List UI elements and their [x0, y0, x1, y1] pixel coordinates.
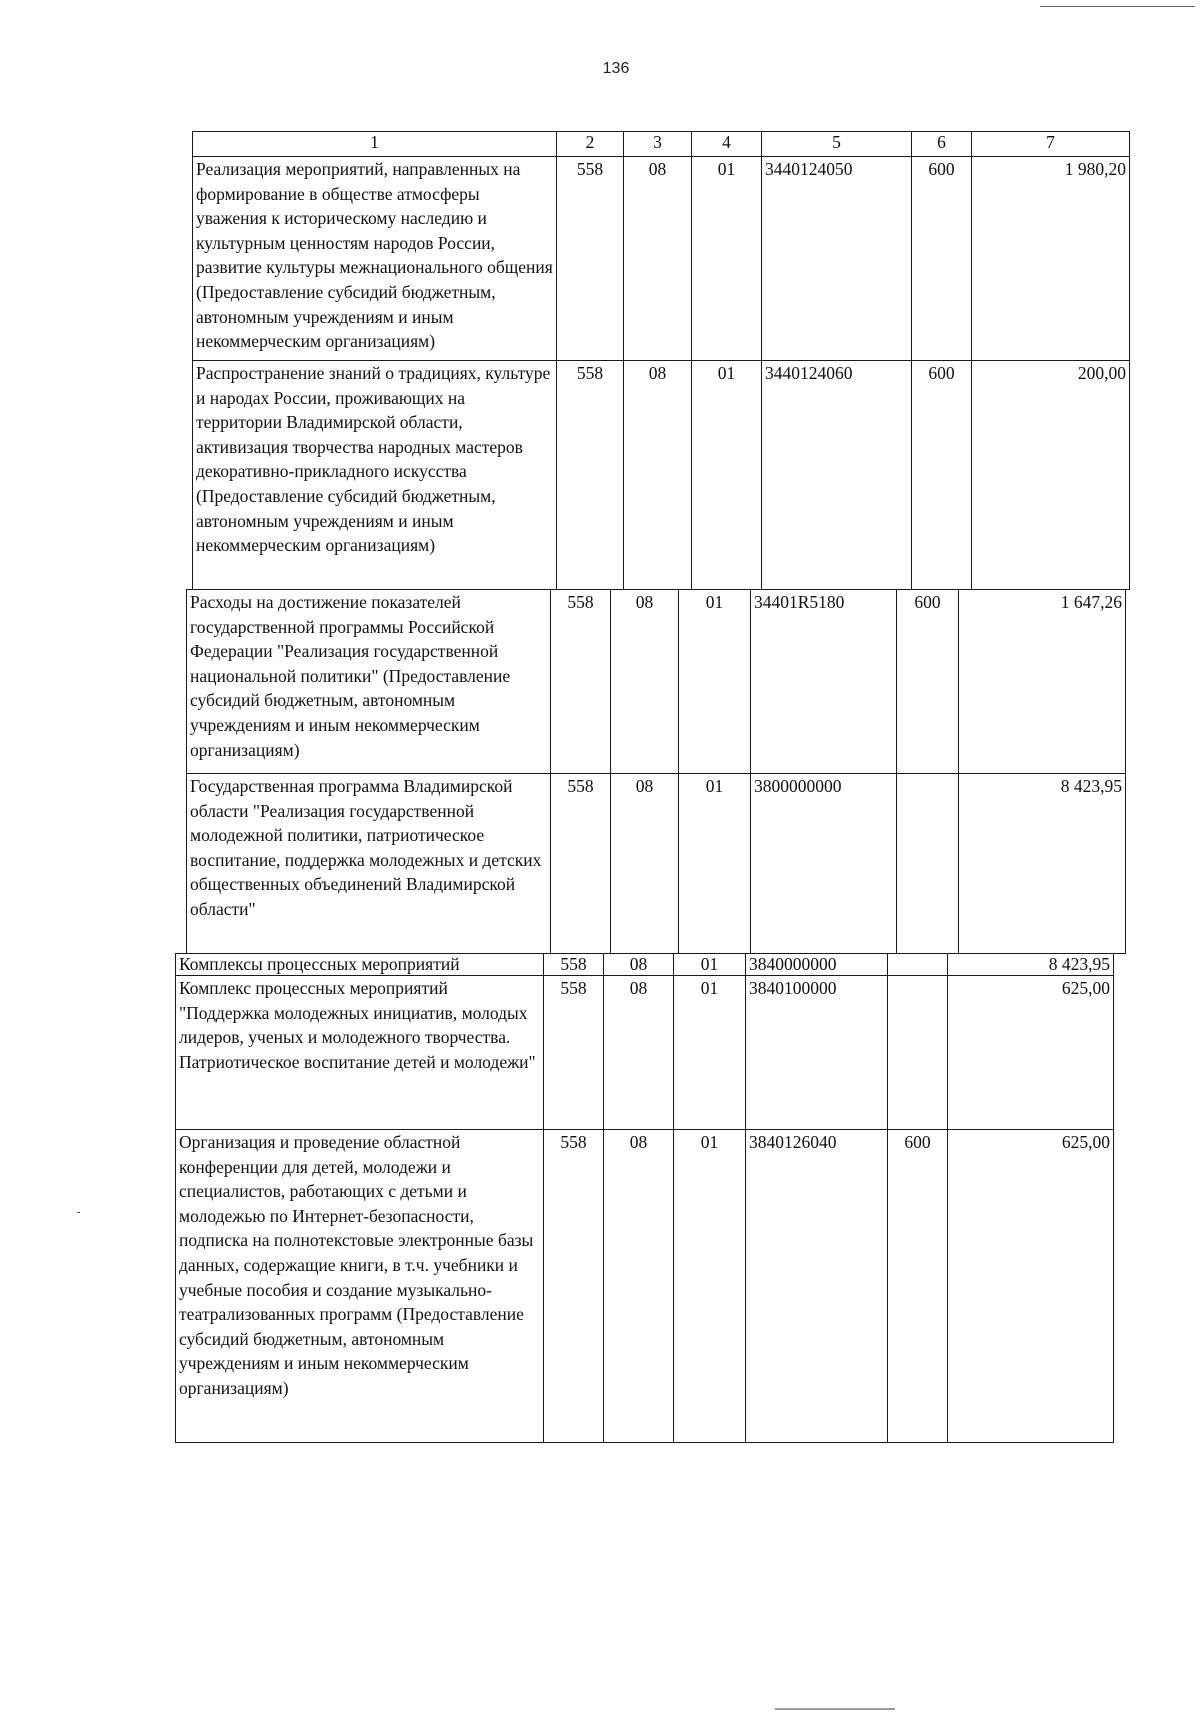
cell-col3: 08	[604, 976, 674, 1130]
column-header: 1	[193, 132, 557, 157]
cell-col4: 01	[692, 361, 762, 590]
cell-col4: 01	[674, 954, 746, 976]
cell-code: 3440124050	[762, 157, 912, 361]
cell-col6: 600	[912, 361, 972, 590]
cell-col4: 01	[674, 976, 746, 1130]
table-row	[187, 590, 1126, 774]
cell-col6: 600	[912, 157, 972, 361]
cell-col2: 558	[551, 590, 611, 774]
scan-artifact-dot	[77, 1212, 80, 1213]
cell-col6: 600	[897, 590, 959, 774]
cell-col6	[888, 976, 948, 1130]
column-header: 4	[692, 132, 762, 157]
table-header-row	[193, 132, 1130, 157]
table-row	[193, 361, 1130, 590]
budget-table	[175, 953, 1114, 1443]
cell-col2: 558	[557, 157, 624, 361]
column-header: 3	[624, 132, 692, 157]
table-row	[193, 157, 1130, 361]
cell-code: 3840000000	[746, 954, 888, 976]
cell-col3: 08	[611, 590, 679, 774]
budget-table	[186, 589, 1126, 954]
cell-amount: 8 423,95	[959, 774, 1126, 954]
cell-col2: 558	[544, 1130, 604, 1443]
row-name: Комплексы процессных мероприятий	[176, 954, 544, 976]
cell-col4: 01	[679, 774, 751, 954]
cell-col2: 558	[544, 976, 604, 1130]
row-name: Реализация мероприятий, направленных на формирование в обществе атмосферы уважения к историческому наследию и культурным ценностям народов России, развитие культуры межнационального общения (Предоставление субсидий бюджетным, автономным учреждениям и иным некоммерческим организациям)	[193, 157, 557, 361]
cell-col6	[897, 774, 959, 954]
cell-col3: 08	[611, 774, 679, 954]
cell-col3: 08	[624, 157, 692, 361]
row-name: Организация и проведение областной конференции для детей, молодежи и специалистов, работающих с детьми и молодежью по Интернет-безопасности, подписка на полнотекстовые электронные базы данных, содержащие книги, в т.ч. учебники и учебные пособия и создание музыкально-театрализованных программ (Предоставление субсидий бюджетным, автономным учреждениям и иным некоммерческим организациям)	[176, 1130, 544, 1443]
column-header: 7	[972, 132, 1130, 157]
cell-code: 3840100000	[746, 976, 888, 1130]
cell-col4: 01	[674, 1130, 746, 1443]
cell-col2: 558	[551, 774, 611, 954]
scan-artifact-line	[775, 1708, 895, 1710]
cell-amount: 1 980,20	[972, 157, 1130, 361]
cell-col6	[888, 954, 948, 976]
cell-col3: 08	[624, 361, 692, 590]
cell-amount: 625,00	[948, 1130, 1114, 1443]
budget-table	[192, 131, 1130, 590]
table-row	[176, 954, 1114, 976]
cell-code: 3840126040	[746, 1130, 888, 1443]
cell-amount: 1 647,26	[959, 590, 1126, 774]
cell-amount: 8 423,95	[948, 954, 1114, 976]
cell-code: 34401R5180	[751, 590, 897, 774]
row-name: Государственная программа Владимирской области "Реализация государственной молодежной политики, патриотическое воспитание, поддержка молодежных и детских общественных объединений Владимирской области"	[187, 774, 551, 954]
cell-col6: 600	[888, 1130, 948, 1443]
cell-amount: 200,00	[972, 361, 1130, 590]
table-row	[187, 774, 1126, 954]
cell-col4: 01	[692, 157, 762, 361]
column-header: 6	[912, 132, 972, 157]
row-name: Расходы на достижение показателей государственной программы Российской Федерации "Реализация государственной национальной политики" (Предоставление субсидий бюджетным, автономным учреждениям и иным некоммерческим организациям)	[187, 590, 551, 774]
scan-artifact-line	[1040, 6, 1195, 7]
column-header: 5	[762, 132, 912, 157]
row-name: Распространение знаний о традициях, культуре и народах России, проживающих на территории Владимирской области, активизация творчества народных мастеров декоративно-прикладного искусства (Предоставление субсидий бюджетным, автономным учреждениям и иным некоммерческим организациям)	[193, 361, 557, 590]
cell-col2: 558	[557, 361, 624, 590]
cell-amount: 625,00	[948, 976, 1114, 1130]
table-row	[176, 1130, 1114, 1443]
cell-col2: 558	[544, 954, 604, 976]
cell-code: 3440124060	[762, 361, 912, 590]
cell-col3: 08	[604, 1130, 674, 1443]
column-header: 2	[557, 132, 624, 157]
page-number: 136	[602, 60, 630, 77]
cell-code: 3800000000	[751, 774, 897, 954]
row-name: Комплекс процессных мероприятий "Поддержка молодежных инициатив, молодых лидеров, ученых и молодежного творчества. Патриотическое воспитание детей и молодежи"	[176, 976, 544, 1130]
cell-col3: 08	[604, 954, 674, 976]
cell-col4: 01	[679, 590, 751, 774]
table-row	[176, 976, 1114, 1130]
